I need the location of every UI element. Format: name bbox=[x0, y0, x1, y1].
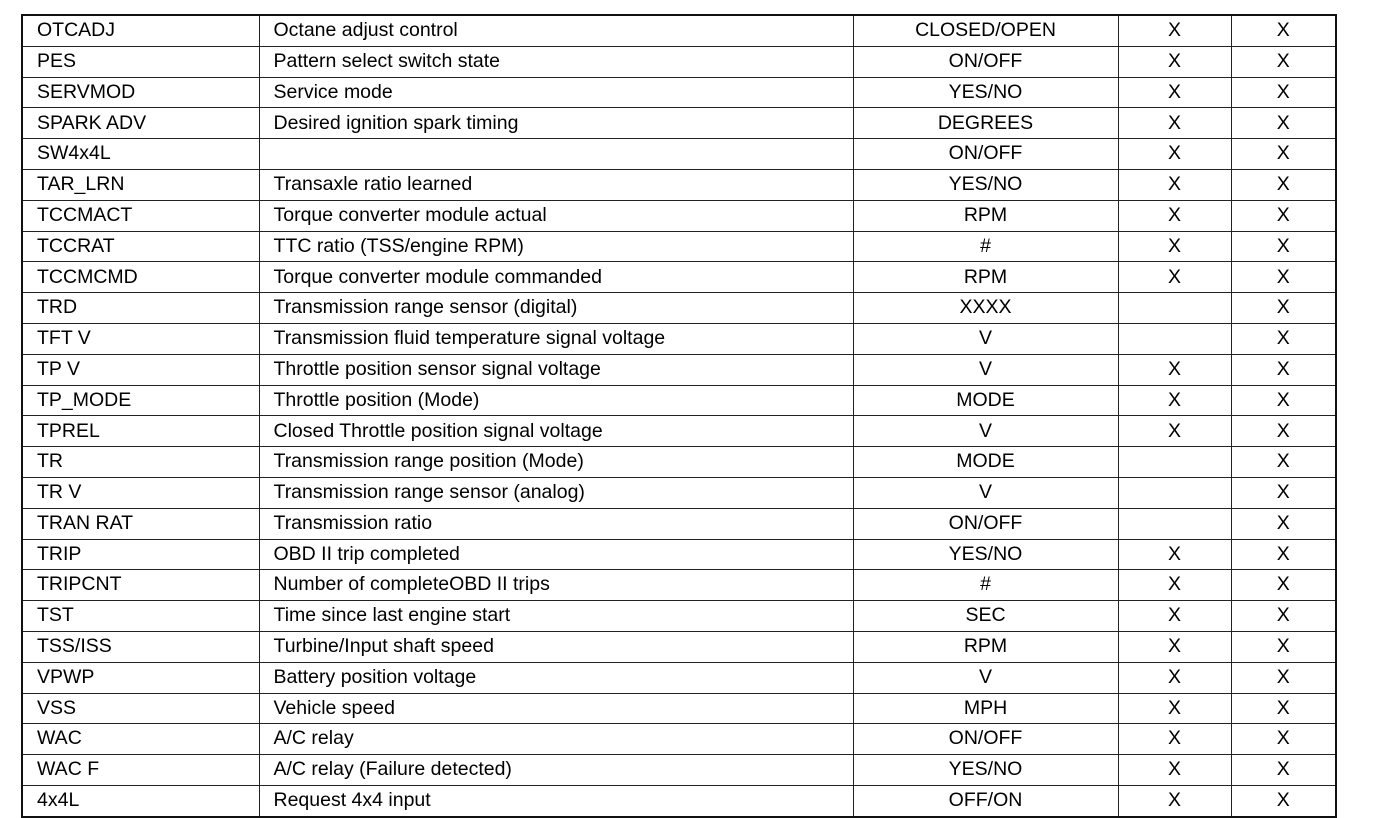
pid-name-cell: SPARK ADV bbox=[22, 108, 259, 139]
pid-description-cell: Octane adjust control bbox=[259, 15, 853, 46]
pid-unit-cell: OFF/ON bbox=[853, 785, 1118, 816]
pid-unit-cell: ON/OFF bbox=[853, 724, 1118, 755]
table-row bbox=[22, 755, 1336, 786]
pid-name-cell: TP_MODE bbox=[22, 385, 259, 416]
pid-support-cell-1: X bbox=[1118, 539, 1231, 570]
pid-name-cell: TR V bbox=[22, 477, 259, 508]
pid-description-cell: Transmission fluid temperature signal voltage bbox=[259, 323, 853, 354]
pid-name-cell: VSS bbox=[22, 693, 259, 724]
pid-description-cell: Turbine/Input shaft speed bbox=[259, 631, 853, 662]
pid-name-cell: TCCRAT bbox=[22, 231, 259, 262]
pid-support-cell-2: X bbox=[1231, 631, 1336, 662]
table-row bbox=[22, 508, 1336, 539]
pid-name-cell: TSS/ISS bbox=[22, 631, 259, 662]
pid-support-cell-1: X bbox=[1118, 108, 1231, 139]
pid-unit-cell: V bbox=[853, 662, 1118, 693]
pid-support-cell-2: X bbox=[1231, 724, 1336, 755]
pid-unit-cell: V bbox=[853, 354, 1118, 385]
pid-support-cell-1: X bbox=[1118, 77, 1231, 108]
pid-support-cell-2: X bbox=[1231, 570, 1336, 601]
pid-name-cell: TFT V bbox=[22, 323, 259, 354]
table-row bbox=[22, 539, 1336, 570]
pid-support-cell-1: X bbox=[1118, 631, 1231, 662]
pid-support-cell-2: X bbox=[1231, 785, 1336, 816]
pid-support-cell-1 bbox=[1118, 447, 1231, 478]
pid-name-cell: PES bbox=[22, 46, 259, 77]
table-row bbox=[22, 15, 1336, 46]
pid-support-cell-1: X bbox=[1118, 416, 1231, 447]
pid-name-cell: TRIPCNT bbox=[22, 570, 259, 601]
pid-support-cell-1: X bbox=[1118, 200, 1231, 231]
pid-unit-cell: ON/OFF bbox=[853, 139, 1118, 170]
pid-support-cell-1: X bbox=[1118, 139, 1231, 170]
pid-support-cell-2: X bbox=[1231, 447, 1336, 478]
pid-support-cell-1: X bbox=[1118, 755, 1231, 786]
pid-name-cell: WAC bbox=[22, 724, 259, 755]
pid-name-cell: TR bbox=[22, 447, 259, 478]
pid-support-cell-1: X bbox=[1118, 785, 1231, 816]
pid-support-cell-2: X bbox=[1231, 539, 1336, 570]
pid-description-cell: Closed Throttle position signal voltage bbox=[259, 416, 853, 447]
table-row bbox=[22, 231, 1336, 262]
pid-unit-cell: RPM bbox=[853, 262, 1118, 293]
pid-support-cell-1: X bbox=[1118, 662, 1231, 693]
pid-name-cell: TP V bbox=[22, 354, 259, 385]
pid-description-cell: Service mode bbox=[259, 77, 853, 108]
pid-support-cell-2: X bbox=[1231, 200, 1336, 231]
pid-support-cell-2: X bbox=[1231, 755, 1336, 786]
pid-table-body bbox=[22, 15, 1336, 817]
pid-description-cell bbox=[259, 139, 853, 170]
pid-name-cell: TST bbox=[22, 601, 259, 632]
pid-description-cell: OBD II trip completed bbox=[259, 539, 853, 570]
pid-support-cell-1: X bbox=[1118, 693, 1231, 724]
table-row bbox=[22, 785, 1336, 816]
pid-unit-cell: SEC bbox=[853, 601, 1118, 632]
pid-name-cell: TCCMACT bbox=[22, 200, 259, 231]
pid-support-cell-1: X bbox=[1118, 601, 1231, 632]
pid-support-cell-1: X bbox=[1118, 262, 1231, 293]
pid-support-cell-2: X bbox=[1231, 262, 1336, 293]
pid-support-cell-1 bbox=[1118, 323, 1231, 354]
pid-description-cell: Desired ignition spark timing bbox=[259, 108, 853, 139]
pid-description-cell: Throttle position (Mode) bbox=[259, 385, 853, 416]
pid-support-cell-1: X bbox=[1118, 570, 1231, 601]
pid-support-cell-1: X bbox=[1118, 231, 1231, 262]
pid-description-cell: Battery position voltage bbox=[259, 662, 853, 693]
pid-support-cell-2: X bbox=[1231, 46, 1336, 77]
pid-name-cell: WAC F bbox=[22, 755, 259, 786]
pid-unit-cell: XXXX bbox=[853, 293, 1118, 324]
pid-table bbox=[21, 14, 1337, 818]
pid-description-cell: A/C relay bbox=[259, 724, 853, 755]
pid-support-cell-1 bbox=[1118, 477, 1231, 508]
pid-support-cell-2: X bbox=[1231, 508, 1336, 539]
table-row bbox=[22, 46, 1336, 77]
table-row bbox=[22, 385, 1336, 416]
table-row bbox=[22, 693, 1336, 724]
pid-support-cell-2: X bbox=[1231, 169, 1336, 200]
table-row bbox=[22, 447, 1336, 478]
pid-support-cell-1 bbox=[1118, 293, 1231, 324]
pid-unit-cell: V bbox=[853, 477, 1118, 508]
table-row bbox=[22, 724, 1336, 755]
pid-support-cell-2: X bbox=[1231, 416, 1336, 447]
pid-description-cell: Torque converter module commanded bbox=[259, 262, 853, 293]
pid-unit-cell: # bbox=[853, 231, 1118, 262]
table-row bbox=[22, 601, 1336, 632]
pid-support-cell-2: X bbox=[1231, 693, 1336, 724]
pid-description-cell: A/C relay (Failure detected) bbox=[259, 755, 853, 786]
table-row bbox=[22, 323, 1336, 354]
pid-support-cell-1: X bbox=[1118, 724, 1231, 755]
pid-description-cell: Torque converter module actual bbox=[259, 200, 853, 231]
pid-name-cell: TRD bbox=[22, 293, 259, 324]
pid-description-cell: Transmission range sensor (digital) bbox=[259, 293, 853, 324]
pid-support-cell-2: X bbox=[1231, 139, 1336, 170]
pid-description-cell: Pattern select switch state bbox=[259, 46, 853, 77]
table-row bbox=[22, 108, 1336, 139]
pid-unit-cell: ON/OFF bbox=[853, 46, 1118, 77]
pid-unit-cell: MPH bbox=[853, 693, 1118, 724]
table-row bbox=[22, 570, 1336, 601]
pid-support-cell-1: X bbox=[1118, 46, 1231, 77]
table-row bbox=[22, 169, 1336, 200]
pid-name-cell: SW4x4L bbox=[22, 139, 259, 170]
pid-unit-cell: RPM bbox=[853, 200, 1118, 231]
pid-support-cell-1: X bbox=[1118, 169, 1231, 200]
pid-support-cell-2: X bbox=[1231, 231, 1336, 262]
pid-name-cell: TRIP bbox=[22, 539, 259, 570]
pid-unit-cell: YES/NO bbox=[853, 539, 1118, 570]
pid-unit-cell: MODE bbox=[853, 385, 1118, 416]
pid-unit-cell: CLOSED/OPEN bbox=[853, 15, 1118, 46]
pid-name-cell: VPWP bbox=[22, 662, 259, 693]
table-row bbox=[22, 77, 1336, 108]
pid-unit-cell: ON/OFF bbox=[853, 508, 1118, 539]
table-row bbox=[22, 139, 1336, 170]
pid-support-cell-2: X bbox=[1231, 293, 1336, 324]
pid-support-cell-2: X bbox=[1231, 385, 1336, 416]
pid-description-cell: Time since last engine start bbox=[259, 601, 853, 632]
pid-name-cell: OTCADJ bbox=[22, 15, 259, 46]
pid-unit-cell: YES/NO bbox=[853, 77, 1118, 108]
pid-description-cell: Transmission range sensor (analog) bbox=[259, 477, 853, 508]
pid-support-cell-2: X bbox=[1231, 108, 1336, 139]
table-row bbox=[22, 293, 1336, 324]
pid-support-cell-2: X bbox=[1231, 601, 1336, 632]
pid-description-cell: TTC ratio (TSS/engine RPM) bbox=[259, 231, 853, 262]
pid-support-cell-2: X bbox=[1231, 354, 1336, 385]
pid-name-cell: 4x4L bbox=[22, 785, 259, 816]
pid-name-cell: TAR_LRN bbox=[22, 169, 259, 200]
pid-name-cell: TCCMCMD bbox=[22, 262, 259, 293]
pid-support-cell-1: X bbox=[1118, 354, 1231, 385]
pid-name-cell: TPREL bbox=[22, 416, 259, 447]
table-row bbox=[22, 662, 1336, 693]
pid-description-cell: Number of completeOBD II trips bbox=[259, 570, 853, 601]
pid-support-cell-2: X bbox=[1231, 323, 1336, 354]
pid-support-cell-2: X bbox=[1231, 477, 1336, 508]
table-row bbox=[22, 200, 1336, 231]
pid-unit-cell: DEGREES bbox=[853, 108, 1118, 139]
pid-name-cell: TRAN RAT bbox=[22, 508, 259, 539]
pid-description-cell: Transmission range position (Mode) bbox=[259, 447, 853, 478]
pid-name-cell: SERVMOD bbox=[22, 77, 259, 108]
pid-description-cell: Request 4x4 input bbox=[259, 785, 853, 816]
pid-support-cell-1: X bbox=[1118, 15, 1231, 46]
pid-unit-cell: MODE bbox=[853, 447, 1118, 478]
pid-support-cell-1 bbox=[1118, 508, 1231, 539]
pid-support-cell-2: X bbox=[1231, 15, 1336, 46]
table-row bbox=[22, 354, 1336, 385]
pid-support-cell-2: X bbox=[1231, 77, 1336, 108]
table-row bbox=[22, 262, 1336, 293]
table-row bbox=[22, 416, 1336, 447]
pid-description-cell: Vehicle speed bbox=[259, 693, 853, 724]
pid-support-cell-1: X bbox=[1118, 385, 1231, 416]
pid-unit-cell: V bbox=[853, 323, 1118, 354]
pid-unit-cell: # bbox=[853, 570, 1118, 601]
pid-unit-cell: YES/NO bbox=[853, 169, 1118, 200]
pid-description-cell: Throttle position sensor signal voltage bbox=[259, 354, 853, 385]
pid-description-cell: Transaxle ratio learned bbox=[259, 169, 853, 200]
table-row bbox=[22, 631, 1336, 662]
table-row bbox=[22, 477, 1336, 508]
pid-unit-cell: RPM bbox=[853, 631, 1118, 662]
pid-description-cell: Transmission ratio bbox=[259, 508, 853, 539]
pid-unit-cell: V bbox=[853, 416, 1118, 447]
pid-unit-cell: YES/NO bbox=[853, 755, 1118, 786]
pid-support-cell-2: X bbox=[1231, 662, 1336, 693]
